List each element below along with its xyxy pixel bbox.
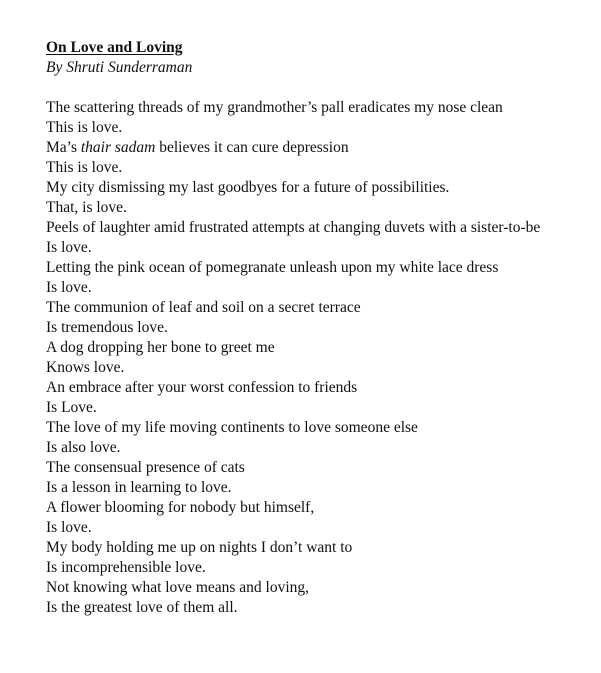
poem-line: The love of my life moving continents to love someone else: [46, 419, 418, 436]
poem-line: Is also love.: [46, 439, 121, 456]
poem-line: My city dismissing my last goodbyes for a future of possibilities.: [46, 179, 450, 196]
poem-line: The communion of leaf and soil on a secret terrace: [46, 299, 361, 316]
poem-line: Knows love.: [46, 359, 125, 376]
poem-line: Is a lesson in learning to love.: [46, 479, 232, 496]
poem-line-prefix: Ma’s: [46, 139, 81, 156]
poem-line: This is love.: [46, 159, 123, 176]
poem-line: Is Love.: [46, 399, 97, 416]
poem-line: Is the greatest love of them all.: [46, 599, 238, 616]
poem-line: Letting the pink ocean of pomegranate unleash upon my white lace dress: [46, 259, 499, 276]
poem-line: The consensual presence of cats: [46, 459, 245, 476]
poem-line-suffix: believes it can cure depression: [155, 139, 349, 156]
poem-line: The scattering threads of my grandmother’s pall eradicates my nose clean: [46, 99, 503, 116]
poem-line: My body holding me up on nights I don’t want to: [46, 539, 353, 556]
poem-line: Peels of laughter amid frustrated attempts at changing duvets with a sister-to-be: [46, 219, 541, 236]
poem-line: Not knowing what love means and loving,: [46, 579, 310, 596]
poem-line: That, is love.: [46, 199, 127, 216]
poem-line: Is love.: [46, 279, 92, 296]
poem-line: Is love.: [46, 239, 92, 256]
poem-line: A flower blooming for nobody but himself,: [46, 499, 315, 516]
poem-line: Is incomprehensible love.: [46, 559, 206, 576]
poem-line: A dog dropping her bone to greet me: [46, 339, 275, 356]
poem-body: [46, 98, 596, 618]
poem-line: [46, 138, 596, 158]
poem-line: Is love.: [46, 519, 92, 536]
poem-line-italic-phrase: thair sadam: [80, 139, 156, 156]
poem-line: An embrace after your worst confession to friends: [46, 379, 358, 396]
poem-line: This is love.: [46, 119, 123, 136]
poem-title: On Love and Loving: [46, 39, 183, 56]
poem-byline: By Shruti Sunderraman: [46, 59, 193, 76]
poem-page: [46, 38, 596, 618]
poem-line: Is tremendous love.: [46, 319, 168, 336]
